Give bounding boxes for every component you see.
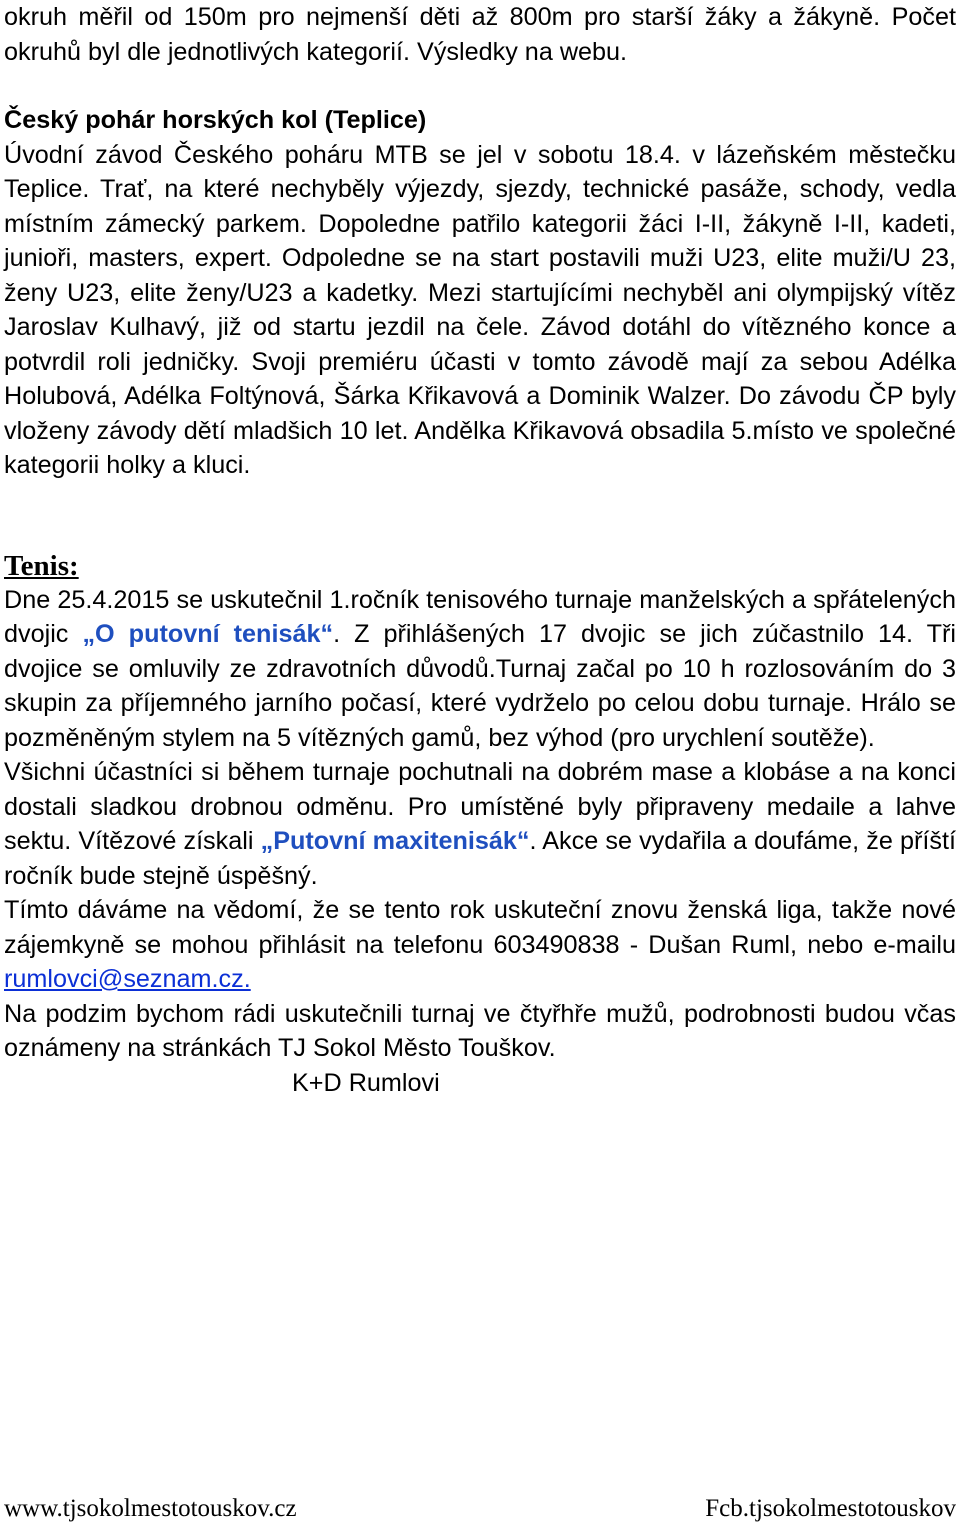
tenis-p3-text-a: Tímto dáváme na vědomí, že se tento rok uskuteční znovu ženská liga, takže nové zájemkyně se mohou přihlásit na telefonu 603490838 - Dušan Ruml, nebo e-mailu	[4, 896, 956, 959]
document-page	[4, 0, 956, 1100]
tenis-p1-text-a: Dne 25.4.2015 se uskutečnil 1.ročník tenisového turnaje manželských a spřátelených dvojic	[4, 585, 956, 648]
trophy-name: „Putovní maxitenisák“	[260, 827, 530, 855]
tenis-p2-text-b: . Akce se vydařila a doufáme, že příští ročník bude stejně úspěšný.	[4, 827, 957, 890]
spacer	[4, 69, 956, 103]
spacer	[4, 483, 956, 517]
tenis-paragraph-2	[4, 755, 956, 893]
footer-website[interactable]: www.tjsokolmestotouskov.cz	[4, 1495, 297, 1522]
mtb-heading: Český pohár horských kol (Teplice)	[4, 106, 427, 134]
mtb-paragraph: Úvodní závod Českého poháru MTB se jel v sobotu 18.4. v lázeňském městečku Teplice. Trať, na které nechyběly výjezdy, sjezdy, technické pasáže, schody, vedla místním zámecký parkem. Dopoledne patřilo kategorii žáci I-II, žákyně I-II, kadeti, junioři, masters, expert. Odpoledne se na start postavili muži U23, elite muži/U 23, ženy U23, elite ženy/U23 a kadetky. Mezi startujícími nechyběl ani olympijský vítěz Jaroslav Kulhavý, již od startu jezdil na čele. Závod dotáhl do vítězného konce a potvrdil roli jedničky. Svoji premiéru účasti v tomto závodě mají za sebou Adélka Holubová, Adélka Foltýnová, Šárka Křikavová a Dominik Walzer. Do závodu ČP byly vloženy závody dětí mladšich 10 let. Andělka Křikavová obsadila 5.místo ve společné kategorii holky a kluci.	[4, 140, 956, 479]
spacer	[4, 517, 956, 549]
tournament-name: „O putovní tenisák“	[82, 620, 334, 648]
tenis-heading: Tenis:	[4, 549, 79, 582]
email-link[interactable]: rumlovci@seznam.cz.	[4, 965, 251, 993]
footer-facebook[interactable]: Fcb.tjsokolmestotouskov	[705, 1495, 956, 1522]
signature: K+D Rumlovi	[292, 1068, 440, 1097]
tenis-paragraph-4: Na podzim bychom rádi uskutečnili turnaj ve čtyřhře mužů, podrobnosti budou včas oznámeny na stránkách TJ Sokol Město Touškov.	[4, 999, 956, 1062]
tenis-paragraph-3	[4, 893, 956, 997]
tenis-p1-text-b: . Z přihlášených 17 dvojic se jich zúčastnilo 14. Tři dvojice se omluvily ze zdravotních důvodů.Turnaj začal po 10 h rozlosováním do 3 skupin za příjemného jarního počasí, které vydrželo po celou dobu turnaje. Hrálo se pozměněným stylem na 5 vítězných gamů, bez výhod (pro urychlení soutěže).	[4, 620, 956, 752]
tenis-paragraph-1	[4, 583, 956, 756]
intro-paragraph: okruh měřil od 150m pro nejmenší děti až 800m pro starší žáky a žákyně. Počet okruhů byl dle jednotlivých kategorií. Výsledky na webu.	[4, 3, 956, 66]
tenis-p2-text-a: Všichni účastníci si během turnaje pochutnali na dobrém mase a klobáse a na konci dostali sladkou drobnou odměnu. Pro umístěné byly připraveny medaile a lahve sektu. Vítězové získali	[4, 758, 956, 855]
